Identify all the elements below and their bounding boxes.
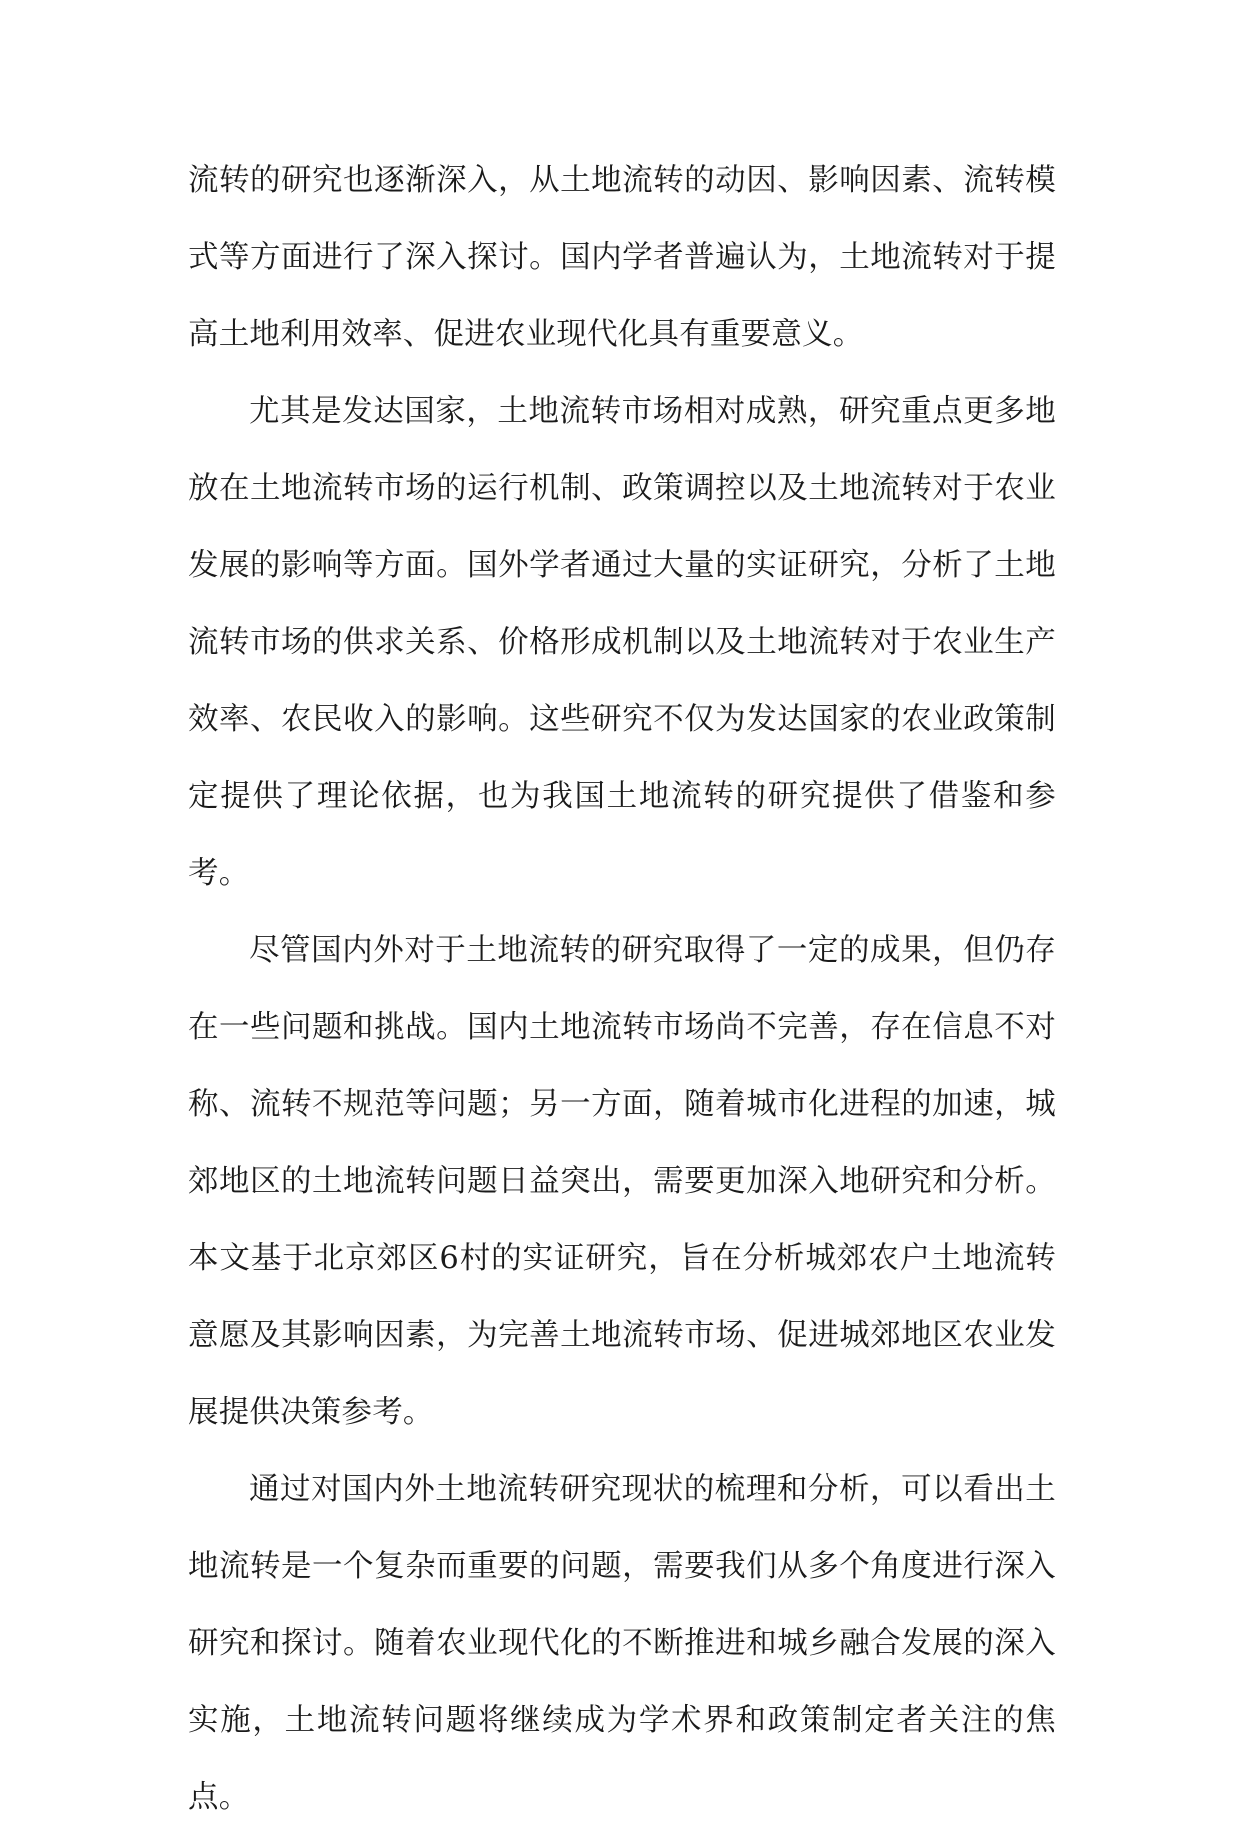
paragraph-continuation: 流转的研究也逐渐深入，从土地流转的动因、影响因素、流转模式等方面进行了深入探讨。国内学者普遍认为，土地流转对于提高土地利用效率、促进农业现代化具有重要意义。: [188, 163, 1056, 352]
paragraph-developed-countries: 尤其是发达国家，土地流转市场相对成熟，研究重点更多地放在土地流转市场的运行机制、政策调控以及土地流转对于农业发展的影响等方面。国外学者通过大量的实证研究，分析了土地流转市场的供求关系、价格形成机制以及土地流转对于农业生产效率、农民收入的影响。这些研究不仅为发达国家的农业政策制定提供了理论依据，也为我国土地流转的研究提供了借鉴和参考。: [188, 394, 1056, 891]
paragraph-problems-challenges: 尽管国内外对于土地流转的研究取得了一定的成果，但仍存在一些问题和挑战。国内土地流转市场尚不完善，存在信息不对称、流转不规范等问题；另一方面，随着城市化进程的加速，城郊地区的土地流转问题日益突出，需要更加深入地研究和分析。本文基于北京郊区6村的实证研究，旨在分析城郊农户土地流转意愿及其影响因素，为完善土地流转市场、促进城郊地区农业发展提供决策参考。: [188, 933, 1056, 1430]
document-body: [188, 142, 1056, 1836]
paragraph-conclusion: 通过对国内外土地流转研究现状的梳理和分析，可以看出土地流转是一个复杂而重要的问题，需要我们从多个角度进行深入研究和探讨。随着农业现代化的不断推进和城乡融合发展的深入实施，土地流转问题将继续成为学术界和政策制定者关注的焦点。: [188, 1472, 1056, 1815]
